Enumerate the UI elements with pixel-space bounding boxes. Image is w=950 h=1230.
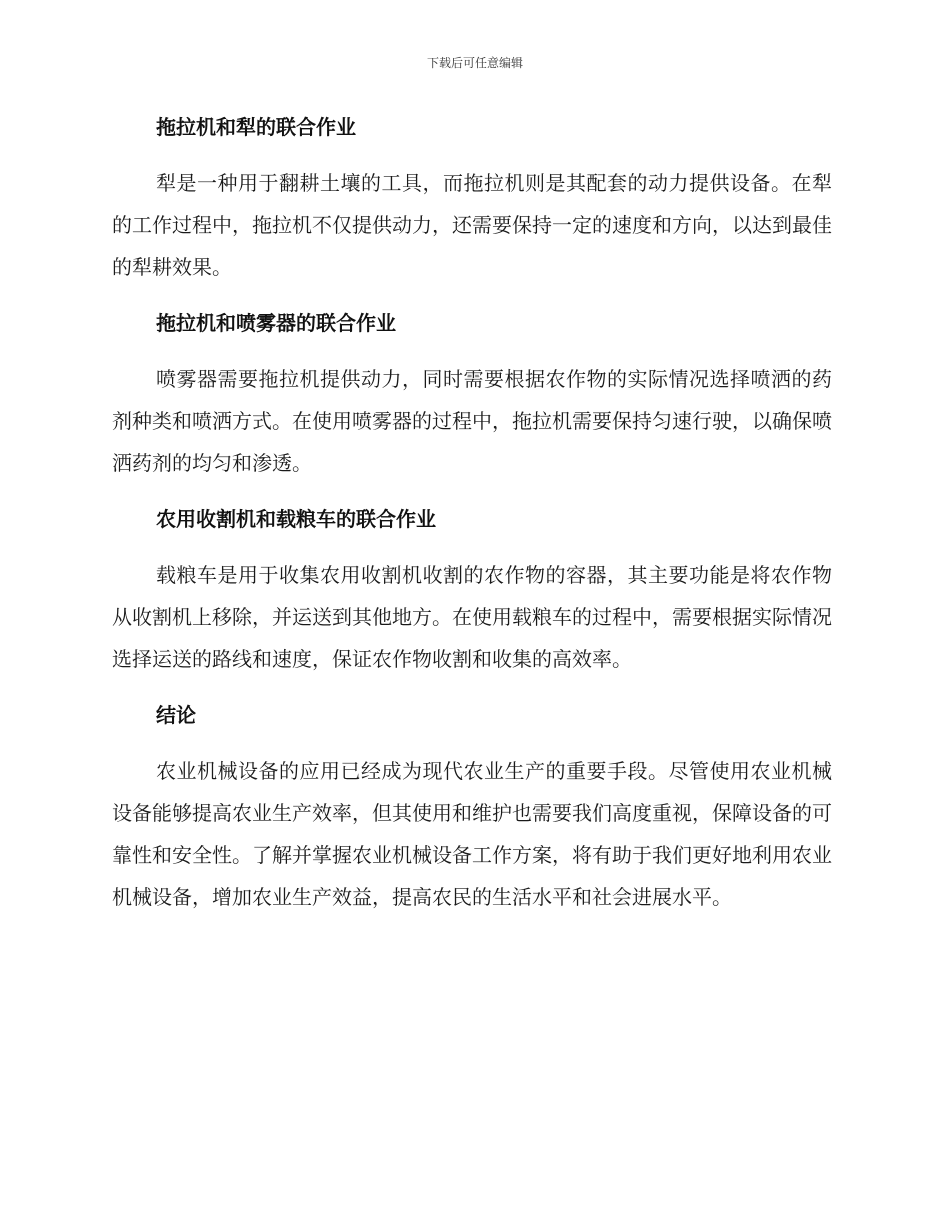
section-paragraph: 农业机械设备的应用已经成为现代农业生产的重要手段。尽管使用农业机械设备能够提高农业生产效率，但其使用和维护也需要我们高度重视，保障设备的可靠性和安全性。了解并掌握农业机械设备工作方案，将有助于我们更好地利用农业机械设备，增加农业生产效益，提高农民的生活水平和社会进展水平。 xyxy=(112,759,832,909)
page-header: 下载后可任意编辑 xyxy=(426,56,523,70)
section-paragraph: 喷雾器需要拖拉机提供动力，同时需要根据农作物的实际情况选择喷洒的药剂种类和喷洒方式。在使用喷雾器的过程中，拖拉机需要保持匀速行驶，以确保喷洒药剂的均匀和渗透。 xyxy=(112,367,832,475)
section-paragraph: 犁是一种用于翻耕土壤的工具，而拖拉机则是其配套的动力提供设备。在犁的工作过程中，拖拉机不仅提供动力，还需要保持一定的速度和方向，以达到最佳的犁耕效果。 xyxy=(112,171,832,279)
section-heading: 拖拉机和犁的联合作业 xyxy=(156,115,356,139)
section-heading: 结论 xyxy=(156,703,196,727)
section-paragraph: 载粮车是用于收集农用收割机收割的农作物的容器，其主要功能是将农作物从收割机上移除，并运送到其他地方。在使用载粮车的过程中，需要根据实际情况选择运送的路线和速度，保证农作物收割和收集的高效率。 xyxy=(112,563,832,671)
section-plough xyxy=(112,110,832,288)
section-heading: 农用收割机和载粮车的联合作业 xyxy=(156,507,436,531)
section-heading: 拖拉机和喷雾器的联合作业 xyxy=(156,311,396,335)
section-sprayer xyxy=(112,306,832,484)
section-harvester xyxy=(112,502,832,680)
document-body xyxy=(112,110,832,936)
section-conclusion xyxy=(112,698,832,918)
